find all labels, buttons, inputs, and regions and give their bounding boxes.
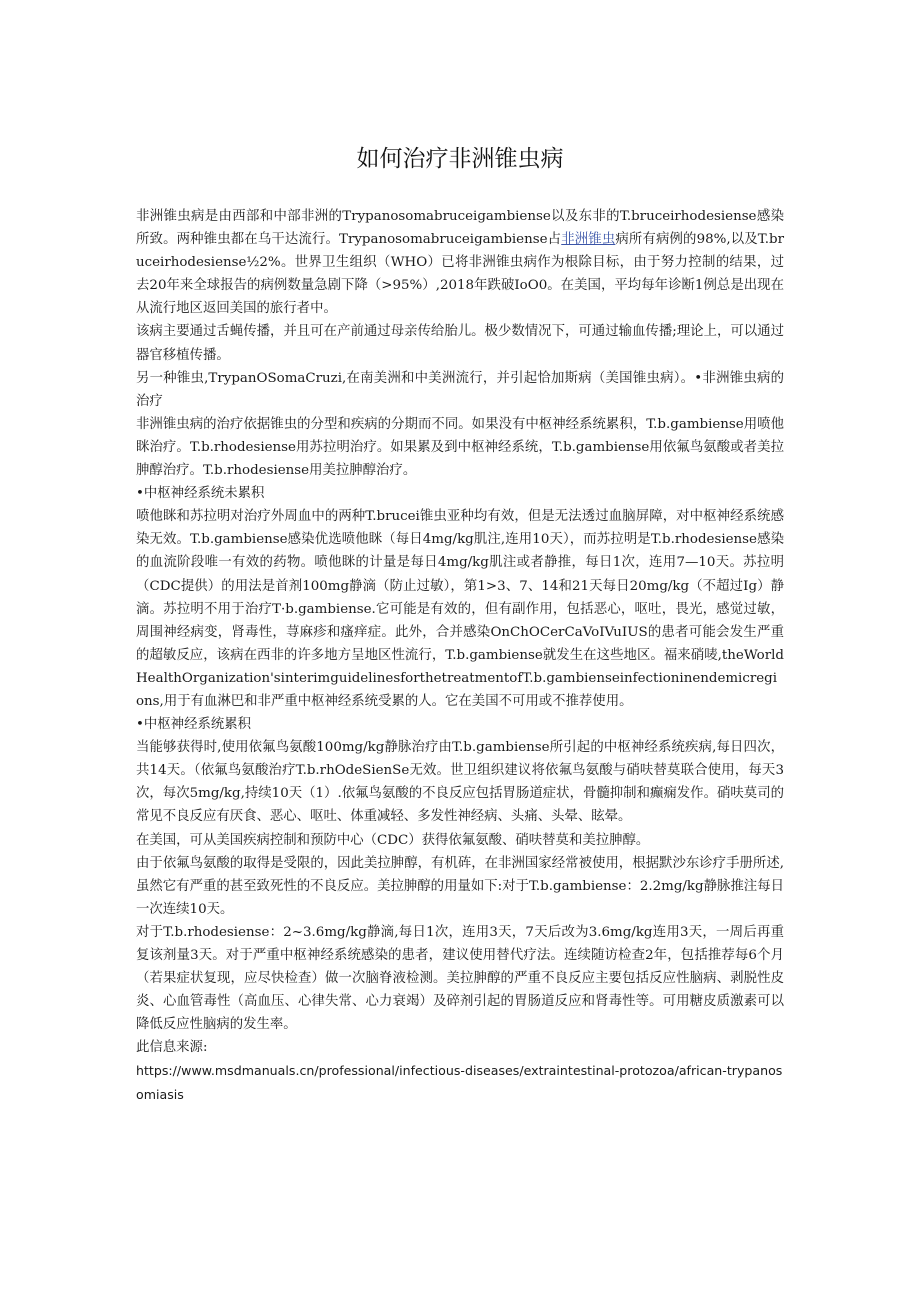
source-url[interactable]: https://www.msdmanuals.cn/professional/infectious-diseases/extraintestinal-protozoa/african-trypanosomiasis [136,1063,783,1102]
paragraph-other-trypanosome: 另一种锥虫,TrypanOSomaCruzi,在南美洲和中美洲流行，并引起恰加斯病（美国锥虫病）。•非洲锥虫病的治疗 [136,370,784,409]
section-heading-cns-not-involved: •中枢神经系统未累积 [136,486,265,502]
paragraph-treatment-overview: 非洲锥虫病的治疗依据锥虫的分型和疾病的分期而不同。如果没有中枢神经系统累积，T.b.gambiense用喷他眯治疗。T.b.rhodesiense用苏拉明治疗。如果累及到中枢神经系统，T.b.gambiense用依氟鸟氨酸或者美拉胂醇治疗。T.b.rhodesiense用美拉胂醇治疗。 [136,416,784,479]
section-heading-cns-involved: •中枢神经系统累积 [136,717,252,733]
paragraph-transmission: 该病主要通过舌蝇传播，并且可在产前通过母亲传给胎儿。极少数情况下，可通过输血传播;理论上，可以通过器官移植传播。 [136,324,784,363]
paragraph-melarsoprol: 由于依氟鸟氨酸的取得是受限的，因此美拉胂醇，有机砗，在非洲国家经常被使用，根据默沙东诊疗手册所述,虽然它有严重的甚至致死性的不良反应。美拉胂醇的用量如下:对于T.b.gambiense：2.2mg∕kg静脉推注每日一次连续10天。 [136,855,784,917]
paragraph-intro-text-a: 非洲锥虫病是由西部和中部非洲的Trypanosomabruceigambiense以及东非的T.bruceirhodesiense感染所致。两种锥虫都在乌干达流行。Trypanosomabruceigambiense占 [136,209,784,248]
paragraph-cdc-availability: 在美国，可从美国疾病控制和预防中心（CDC）获得依氟氨酸、硝呋替莫和美拉胂醇。 [136,832,650,848]
paragraph-cns-not-involved: 喷他眯和苏拉明对治疗外周血中的两种T.brucei锥虫亚种均有效，但是无法透过血脑屏障，对中枢神经系统感染无效。T.b.gambiense感染优选喷他眯（每日4mg∕kg肌注,连用10天），而苏拉明是T.b.rhodesiense感染的血流阶段唯一有效的药物。喷他眯的计量是每日4mg∕kg肌注或者静推，每日1次，连用7—10天。苏拉明（CDC提供）的用法是首剂100mg静滴（防止过敏），第1>3、7、14和21天每日20mg∕kg（不超过Ig）静滴。苏拉明不用于治疗T·b.gambiense.它可能是有效的，但有副作用，包括恶心，呕吐，畏光，感觉过敏，周围神经病变，肾毒性，荨麻疹和瘙痒症。此外，合并感染OnChOCerCaVoIVuIUS的患者可能会发生严重的超敏反应，该病在西非的许多地方呈地区性流行，T.b.gambiense就发生在这些地区。福来硝唛,theWorldHealthOrganization'sinterimguidelinesforthetreatmentofT.b.gambienseinfectioninendemicregions,用于有血淋巴和非严重中枢神经系统受累的人。它在美国不可用或不推荐使用。 [136,509,784,709]
african-trypanosomiasis-link[interactable]: 非洲锥虫 [561,232,616,248]
source-label: 此信息来源: [136,1040,208,1056]
paragraph-eflornithine: 当能够获得时,使用依氟鸟氨酸100mg∕kg静脉治疗由T.b.gambiense所引起的中枢神经系统疾病,每日四次，共14天。（依氟鸟氨酸治疗T.b.rhOdeSienSe无效。世卫组织建议将依氟鸟氨酸与硝呋替莫联合使用，每天3次，每次5mg∕kg,持续10天（1）.依氟鸟氨酸的不良反应包括胃肠道症状，骨髓抑制和癫痫发作。硝呋莫司的常见不良反应有厌食、恶心、呕吐、体重减轻、多发性神经病、头痛、头晕、眩晕。 [136,740,784,825]
paragraph-rhodesiense-dosing: 对于T.b.rhodesiense：2~3.6mg∕kg静滴,每日1次，连用3天，7天后改为3.6mg∕kg连用3天，一周后再重复该剂量3天。对于严重中枢神经系统感染的患者，建议使用替代疗法。连续随访检查2年，包括推荐每6个月（若果症状复现，应尽快检查）做一次脑脊液检测。美拉胂醇的严重不良反应主要包括反应性脑病、剥脱性皮炎、心血管毒性（高血压、心律失常、心力衰竭）及碎剂引起的胃肠道反应和肾毒性等。可用糖皮质激素可以降低反应性脑病的发生率。 [136,924,784,1033]
document-body [136,205,784,1106]
paragraph-intro-text-b: 病所有病例的98%,以及T.bruceirhodesiense½2%。世界卫生组织（WHO）已将非洲锥虫病作为根除目标，由于努力控制的结果，过去20年来全球报告的病例数量急剧下降（>95%）,2018年跌破IoO0。在美国，平均每年诊断1例总是出现在从流行地区返回美国的旅行者中。 [136,232,784,317]
paragraph-intro [136,205,784,320]
page-title: 如何治疗非洲锥虫病 [356,146,564,172]
